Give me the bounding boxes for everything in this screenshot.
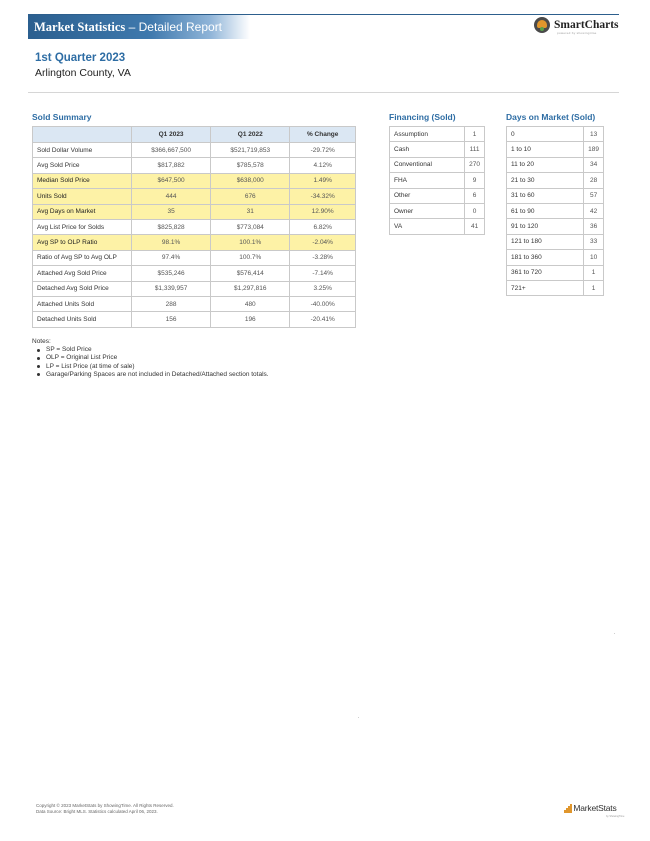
row-value: 270 [465, 157, 485, 172]
table-row [33, 189, 356, 204]
sold-summary-table [32, 126, 356, 328]
table-row [507, 127, 604, 142]
table-row [33, 219, 356, 234]
cell-q1-2023: $1,339,957 [132, 281, 211, 296]
cell-percent-change: -34.32% [290, 189, 356, 204]
table-row [390, 188, 485, 203]
speck [358, 717, 359, 718]
table-row [33, 296, 356, 311]
report-period: 1st Quarter 2023 [35, 52, 126, 64]
report-area: Arlington County, VA [35, 67, 131, 79]
report-title [34, 20, 222, 35]
table-row [507, 265, 604, 280]
row-label: Owner [390, 203, 465, 218]
cell-q1-2022: $785,578 [211, 158, 290, 173]
row-label: 11 to 20 [507, 157, 584, 172]
table-row [33, 158, 356, 173]
row-label: Units Sold [33, 189, 132, 204]
brand-name: SmartCharts [554, 19, 619, 31]
footer-source: Data Source: Bright MLS. Statistics calculated April 06, 2023. [36, 809, 158, 814]
marketstats-logo [564, 803, 617, 813]
cell-percent-change: -29.72% [290, 143, 356, 158]
row-label: Conventional [390, 157, 465, 172]
bar-chart-icon [564, 804, 572, 813]
row-label: 121 to 180 [507, 234, 584, 249]
table-row [390, 203, 485, 218]
report-title-rest: – Detailed Report [125, 20, 223, 34]
table-row [390, 142, 485, 157]
sold-summary-title: Sold Summary [32, 112, 92, 122]
row-label: Assumption [390, 127, 465, 142]
column-header: % Change [290, 127, 356, 143]
cell-q1-2022: $1,297,816 [211, 281, 290, 296]
row-label: 21 to 30 [507, 173, 584, 188]
cell-q1-2022: $638,000 [211, 173, 290, 188]
table-header-row [33, 127, 356, 143]
row-value: 57 [584, 188, 604, 203]
notes-heading: Notes: [32, 338, 51, 345]
table-row [390, 127, 485, 142]
row-label: Sold Dollar Volume [33, 143, 132, 158]
table-row [390, 219, 485, 234]
cell-percent-change: -20.41% [290, 312, 356, 327]
row-label: 0 [507, 127, 584, 142]
cell-q1-2023: $647,500 [132, 173, 211, 188]
row-label: Detached Units Sold [33, 312, 132, 327]
row-value: 189 [584, 142, 604, 157]
cell-percent-change: 3.25% [290, 281, 356, 296]
brand-tagline: powered by showingtime [557, 31, 597, 35]
row-label: 61 to 90 [507, 203, 584, 218]
cell-percent-change: -2.04% [290, 235, 356, 250]
notes-list [32, 346, 269, 379]
cell-q1-2022: 100.7% [211, 250, 290, 265]
row-label: Ratio of Avg SP to Avg OLP [33, 250, 132, 265]
table-row [507, 250, 604, 265]
table-row [33, 281, 356, 296]
table-row [507, 142, 604, 157]
row-value: 33 [584, 234, 604, 249]
note-item: LP = List Price (at time of sale) [46, 363, 269, 371]
row-value: 1 [584, 280, 604, 295]
row-label: Attached Units Sold [33, 296, 132, 311]
row-label: Attached Avg Sold Price [33, 266, 132, 281]
row-label: Detached Avg Sold Price [33, 281, 132, 296]
cell-q1-2023: $825,828 [132, 219, 211, 234]
table-header-blank [33, 127, 132, 143]
financing-table [389, 126, 485, 235]
table-row [33, 204, 356, 219]
cell-q1-2023: 97.4% [132, 250, 211, 265]
table-row [507, 173, 604, 188]
row-label: Avg Sold Price [33, 158, 132, 173]
cell-q1-2022: $576,414 [211, 266, 290, 281]
marketstats-logo-sub: by ShowingTime [606, 815, 625, 818]
cell-percent-change: 1.49% [290, 173, 356, 188]
cell-q1-2023: $366,667,500 [132, 143, 211, 158]
table-row [507, 157, 604, 172]
row-label: Other [390, 188, 465, 203]
row-label: Avg List Price for Solds [33, 219, 132, 234]
cell-q1-2022: 196 [211, 312, 290, 327]
row-label: VA [390, 219, 465, 234]
report-title-bold: Market Statistics [34, 20, 126, 34]
financing-title: Financing (Sold) [389, 112, 456, 122]
cell-q1-2023: 35 [132, 204, 211, 219]
table-row [507, 188, 604, 203]
cell-percent-change: 12.90% [290, 204, 356, 219]
cell-q1-2023: 444 [132, 189, 211, 204]
owl-icon [534, 17, 550, 33]
note-item: OLP = Original List Price [46, 354, 269, 362]
divider [28, 92, 619, 93]
row-label: FHA [390, 173, 465, 188]
row-value: 42 [584, 203, 604, 218]
cell-q1-2022: 100.1% [211, 235, 290, 250]
table-row [33, 250, 356, 265]
cell-percent-change: -7.14% [290, 266, 356, 281]
speck [614, 633, 615, 634]
cell-percent-change: 6.82% [290, 219, 356, 234]
row-label: 721+ [507, 280, 584, 295]
table-row [507, 219, 604, 234]
row-value: 0 [465, 203, 485, 218]
row-value: 34 [584, 157, 604, 172]
column-header: Q1 2023 [132, 127, 211, 143]
table-row [33, 173, 356, 188]
table-row [33, 312, 356, 327]
cell-q1-2023: $535,246 [132, 266, 211, 281]
cell-q1-2022: 31 [211, 204, 290, 219]
cell-percent-change: -3.28% [290, 250, 356, 265]
row-label: 91 to 120 [507, 219, 584, 234]
cell-percent-change: 4.12% [290, 158, 356, 173]
row-value: 1 [465, 127, 485, 142]
note-item: Garage/Parking Spaces are not included in Detached/Attached section totals. [46, 370, 269, 378]
row-value: 111 [465, 142, 485, 157]
row-label: Median Sold Price [33, 173, 132, 188]
table-row [507, 234, 604, 249]
table-row [33, 143, 356, 158]
note-item: SP = Sold Price [46, 346, 269, 354]
footer [36, 803, 174, 815]
cell-percent-change: -40.00% [290, 296, 356, 311]
cell-q1-2023: 156 [132, 312, 211, 327]
cell-q1-2022: 480 [211, 296, 290, 311]
row-value: 41 [465, 219, 485, 234]
row-label: Avg Days on Market [33, 204, 132, 219]
table-row [507, 280, 604, 295]
row-value: 10 [584, 250, 604, 265]
table-row [390, 157, 485, 172]
cell-q1-2022: $773,084 [211, 219, 290, 234]
row-value: 36 [584, 219, 604, 234]
row-value: 6 [465, 188, 485, 203]
footer-copyright: Copyright © 2023 MarketStats by ShowingTime. All Rights Reserved. [36, 803, 174, 808]
table-row [507, 203, 604, 218]
row-label: 31 to 60 [507, 188, 584, 203]
row-label: Cash [390, 142, 465, 157]
row-label: 361 to 720 [507, 265, 584, 280]
cell-q1-2023: 288 [132, 296, 211, 311]
table-row [390, 173, 485, 188]
notes [32, 338, 269, 379]
table-row [33, 235, 356, 250]
marketstats-logo-text: MarketStats [573, 803, 617, 813]
cell-q1-2023: 98.1% [132, 235, 211, 250]
cell-q1-2023: $817,882 [132, 158, 211, 173]
row-value: 9 [465, 173, 485, 188]
cell-q1-2022: 676 [211, 189, 290, 204]
days-on-market-table [506, 126, 604, 296]
row-value: 13 [584, 127, 604, 142]
row-value: 1 [584, 265, 604, 280]
table-row [33, 266, 356, 281]
row-value: 28 [584, 173, 604, 188]
row-label: 181 to 360 [507, 250, 584, 265]
cell-q1-2022: $521,719,853 [211, 143, 290, 158]
row-label: 1 to 10 [507, 142, 584, 157]
days-on-market-title: Days on Market (Sold) [506, 112, 596, 122]
column-header: Q1 2022 [211, 127, 290, 143]
row-label: Avg SP to OLP Ratio [33, 235, 132, 250]
